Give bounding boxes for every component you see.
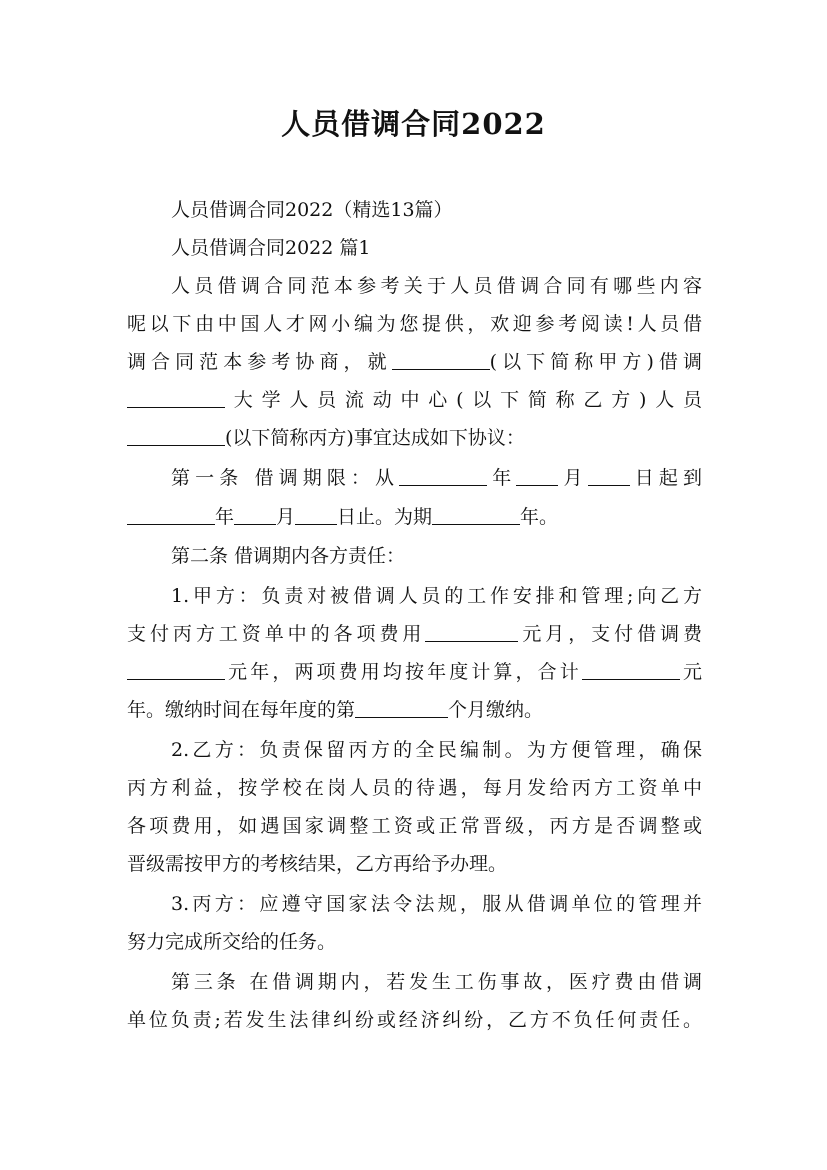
article1-text: 月 (276, 506, 296, 528)
blank-field (295, 502, 337, 525)
article1-text: 年 (487, 467, 517, 489)
article2-heading: 第二条 借调期内各方责任： (171, 545, 406, 567)
section-heading: 人员借调合同2022 篇1 (171, 237, 371, 259)
intro-line-1: 人员借调合同范本参考关于人员借调合同有哪些内容 (171, 275, 702, 297)
clause1-text: 元月，支付借调费 (518, 623, 702, 645)
clause2-line-1: 2.乙方：负责保留丙方的全民编制。为方便管理，确保 (171, 739, 702, 761)
intro-line-5 (127, 420, 702, 456)
blank-field (399, 463, 487, 486)
clause3-line-2: 努力完成所交给的任务。 (127, 931, 337, 953)
clause1-text: 元 (679, 661, 702, 683)
blank-field (355, 695, 448, 718)
blank-field (127, 502, 215, 525)
blank-field (392, 347, 490, 370)
blank-field (432, 502, 520, 525)
intro-text: 调合同范本参考协商，就 (127, 351, 392, 373)
clause2-line-2: 丙方利益，按学校在岗人员的待遇，每月发给丙方工资单中 (127, 777, 702, 799)
intro-text: (以下简称丙方)事宜达成如下协议： (225, 427, 525, 449)
intro-text: (以下简称甲方)借调 (489, 351, 702, 373)
clause1-text: 个月缴纳。 (448, 699, 544, 721)
article1-text: 年 (215, 506, 235, 528)
intro-line-4 (127, 382, 702, 418)
blank-field (234, 502, 276, 525)
clause3-line-1: 3.丙方：应遵守国家法令法规，服从借调单位的管理并 (171, 893, 702, 915)
blank-field (127, 657, 225, 680)
article1-line-2 (127, 499, 702, 535)
clause1-line-1: 1.甲方：负责对被借调人员的工作安排和管理;向乙方 (171, 585, 702, 607)
blank-field (516, 463, 558, 486)
intro-line-2: 呢以下由中国人才网小编为您提供，欢迎参考阅读!人员借 (127, 313, 702, 335)
article1-line-1 (127, 460, 702, 496)
subtitle-line: 人员借调合同2022（精选13篇） (171, 199, 453, 221)
article1-text: 日止。为期 (337, 506, 433, 528)
clause1-text: 支付丙方工资单中的各项费用 (127, 623, 426, 645)
clause2-line-3: 各项费用，如遇国家调整工资或正常晋级，丙方是否调整或 (127, 815, 702, 837)
article3-line-1: 第三条 在借调期内，若发生工伤事故，医疗费由借调 (171, 971, 702, 993)
blank-field (425, 619, 518, 642)
blank-field (582, 657, 680, 680)
blank-field (127, 423, 225, 446)
clause1-line-2 (127, 616, 702, 652)
intro-text: 大学人员流动中心(以下简称乙方)人员 (225, 389, 702, 411)
blank-field (588, 463, 630, 486)
intro-line-3 (127, 344, 702, 380)
article3-line-2: 单位负责;若发生法律纠纷或经济纠纷，乙方不负任何责任。 (127, 1009, 702, 1031)
clause1-line-4 (127, 692, 702, 728)
blank-field (127, 385, 225, 408)
clause2-line-4: 晋级需按甲方的考核结果，乙方再给予办理。 (127, 853, 508, 875)
article1-text: 月 (558, 467, 588, 489)
article1-text: 日起到 (629, 467, 702, 489)
article1-text: 第一条 借调期限：从 (171, 467, 400, 489)
clause1-text: 年。缴纳时间在每年度的第 (127, 699, 356, 721)
clause1-text: 元年，两项费用均按年度计算，合计 (225, 661, 582, 683)
article1-text: 年。 (520, 506, 559, 528)
document-title: 人员借调合同2022 (281, 107, 546, 141)
clause1-line-3 (127, 654, 702, 690)
